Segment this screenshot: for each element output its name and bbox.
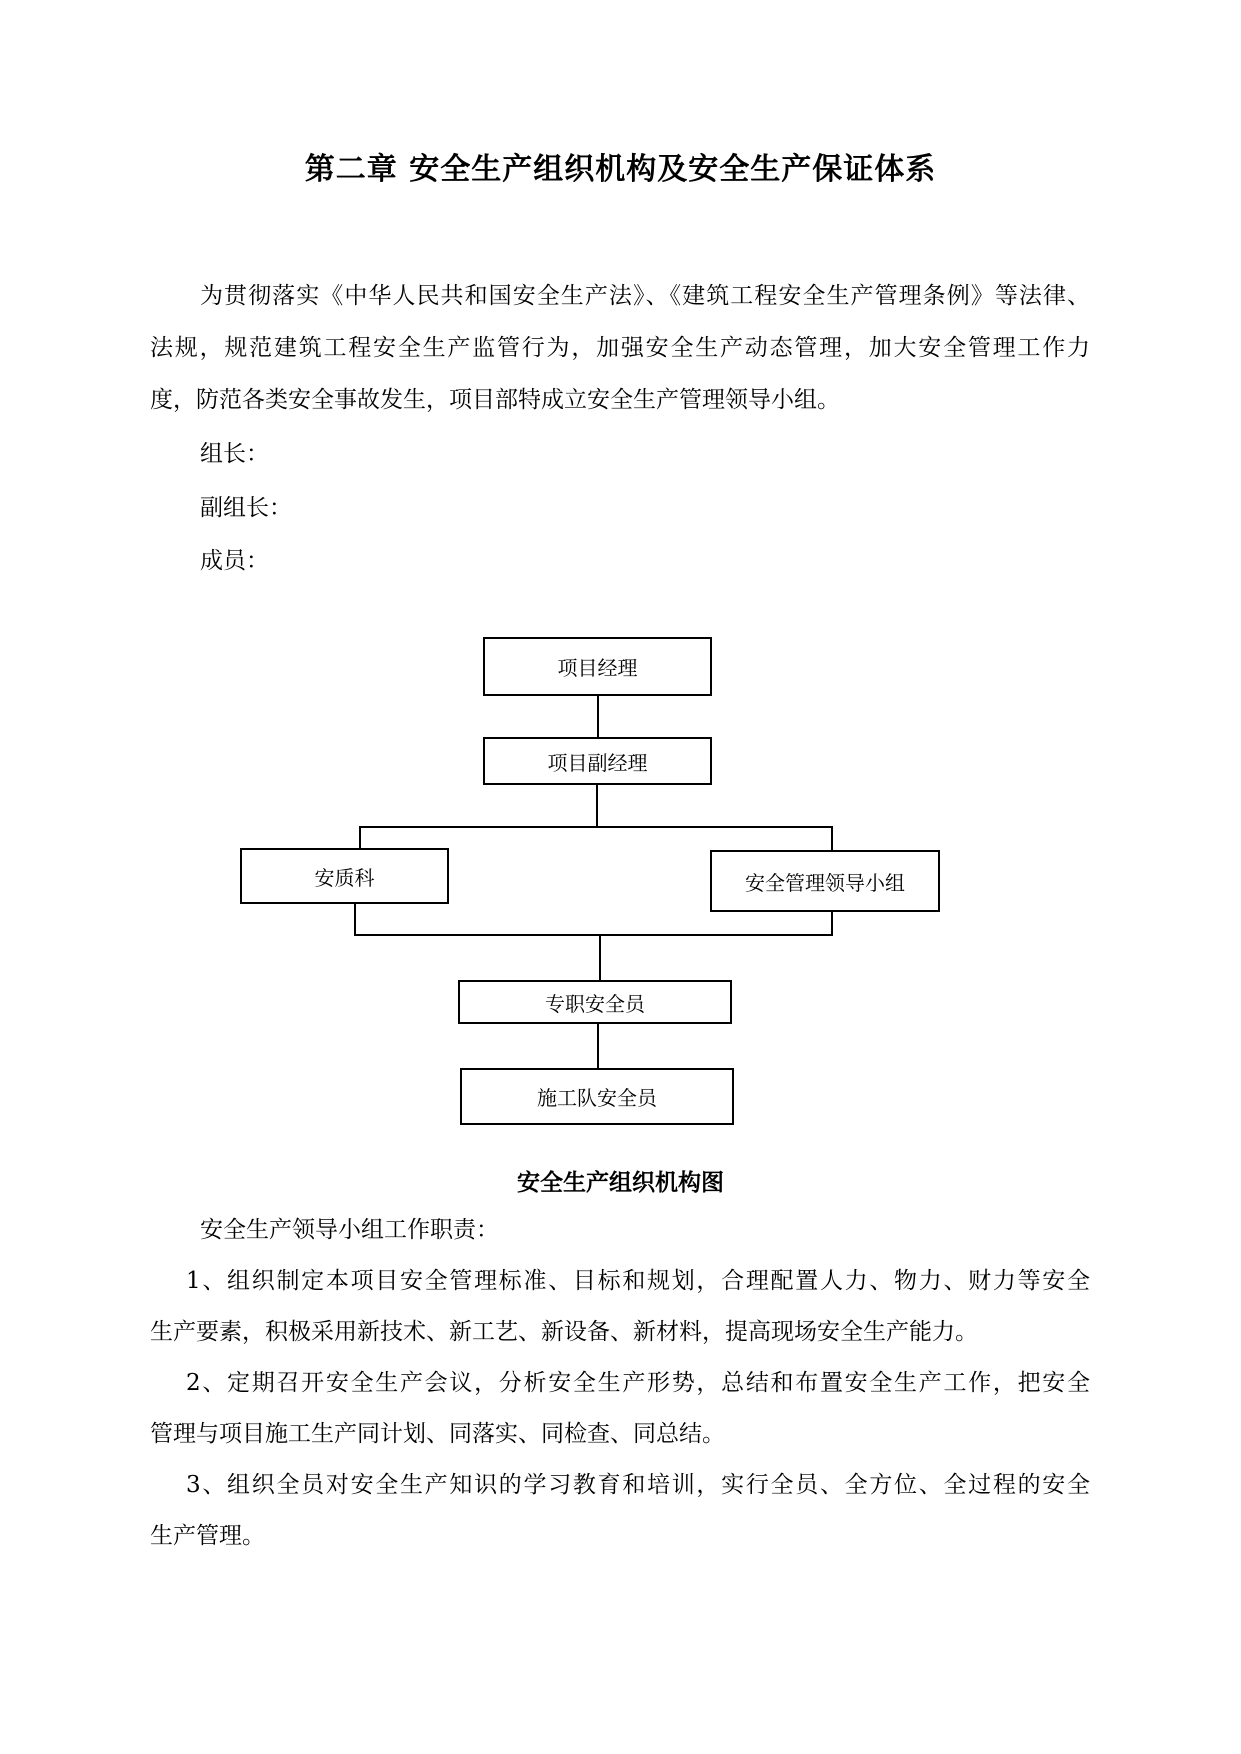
connector-line	[354, 934, 833, 936]
org-box-team-safety-officer: 施工队安全员	[460, 1068, 734, 1125]
duties-heading: 安全生产领导小组工作职责：	[200, 1217, 499, 1243]
connector-line	[599, 936, 601, 980]
connector-line	[831, 912, 833, 936]
role-deputy-leader: 副组长：	[200, 495, 292, 521]
connector-line	[359, 826, 361, 850]
connector-line	[359, 826, 833, 828]
intro-line-1: 为贯彻落实《中华人民共和国安全生产法》、《建筑工程安全生产管理条例》等法律、	[200, 283, 1090, 309]
duty-3-line-2: 生产管理。	[150, 1523, 265, 1549]
connector-line	[597, 1024, 599, 1068]
org-box-quality-safety-dept: 安质科	[240, 848, 449, 904]
org-box-project-manager: 项目经理	[483, 637, 712, 696]
duty-2-line-2: 管理与项目施工生产同计划、同落实、同检查、同总结。	[150, 1421, 725, 1447]
connector-line	[354, 904, 356, 936]
intro-line-2: 法规，规范建筑工程安全生产监管行为，加强安全生产动态管理，加大安全管理工作力	[150, 335, 1090, 361]
connector-line	[597, 696, 599, 737]
duty-1-line-2: 生产要素，积极采用新技术、新工艺、新设备、新材料，提高现场安全生产能力。	[150, 1319, 978, 1345]
org-box-deputy-project-manager: 项目副经理	[483, 737, 712, 785]
duty-2-line-1: 2、定期召开安全生产会议，分析安全生产形势，总结和布置安全生产工作，把安全	[186, 1370, 1090, 1396]
role-members: 成员：	[200, 548, 269, 574]
chapter-title: 第二章 安全生产组织机构及安全生产保证体系	[304, 152, 937, 187]
org-box-safety-leadership-group: 安全管理领导小组	[710, 850, 940, 912]
connector-line	[831, 826, 833, 850]
connector-line	[596, 785, 598, 827]
duty-1-line-1: 1、组织制定本项目安全管理标准、目标和规划，合理配置人力、物力、财力等安全	[186, 1268, 1090, 1294]
role-leader: 组长：	[200, 441, 269, 467]
org-chart-caption: 安全生产组织机构图	[517, 1170, 724, 1196]
intro-line-3: 度，防范各类安全事故发生，项目部特成立安全生产管理领导小组。	[150, 387, 840, 413]
org-box-full-time-safety-officer: 专职安全员	[458, 980, 732, 1024]
duty-3-line-1: 3、组织全员对安全生产知识的学习教育和培训，实行全员、全方位、全过程的安全	[186, 1472, 1090, 1498]
